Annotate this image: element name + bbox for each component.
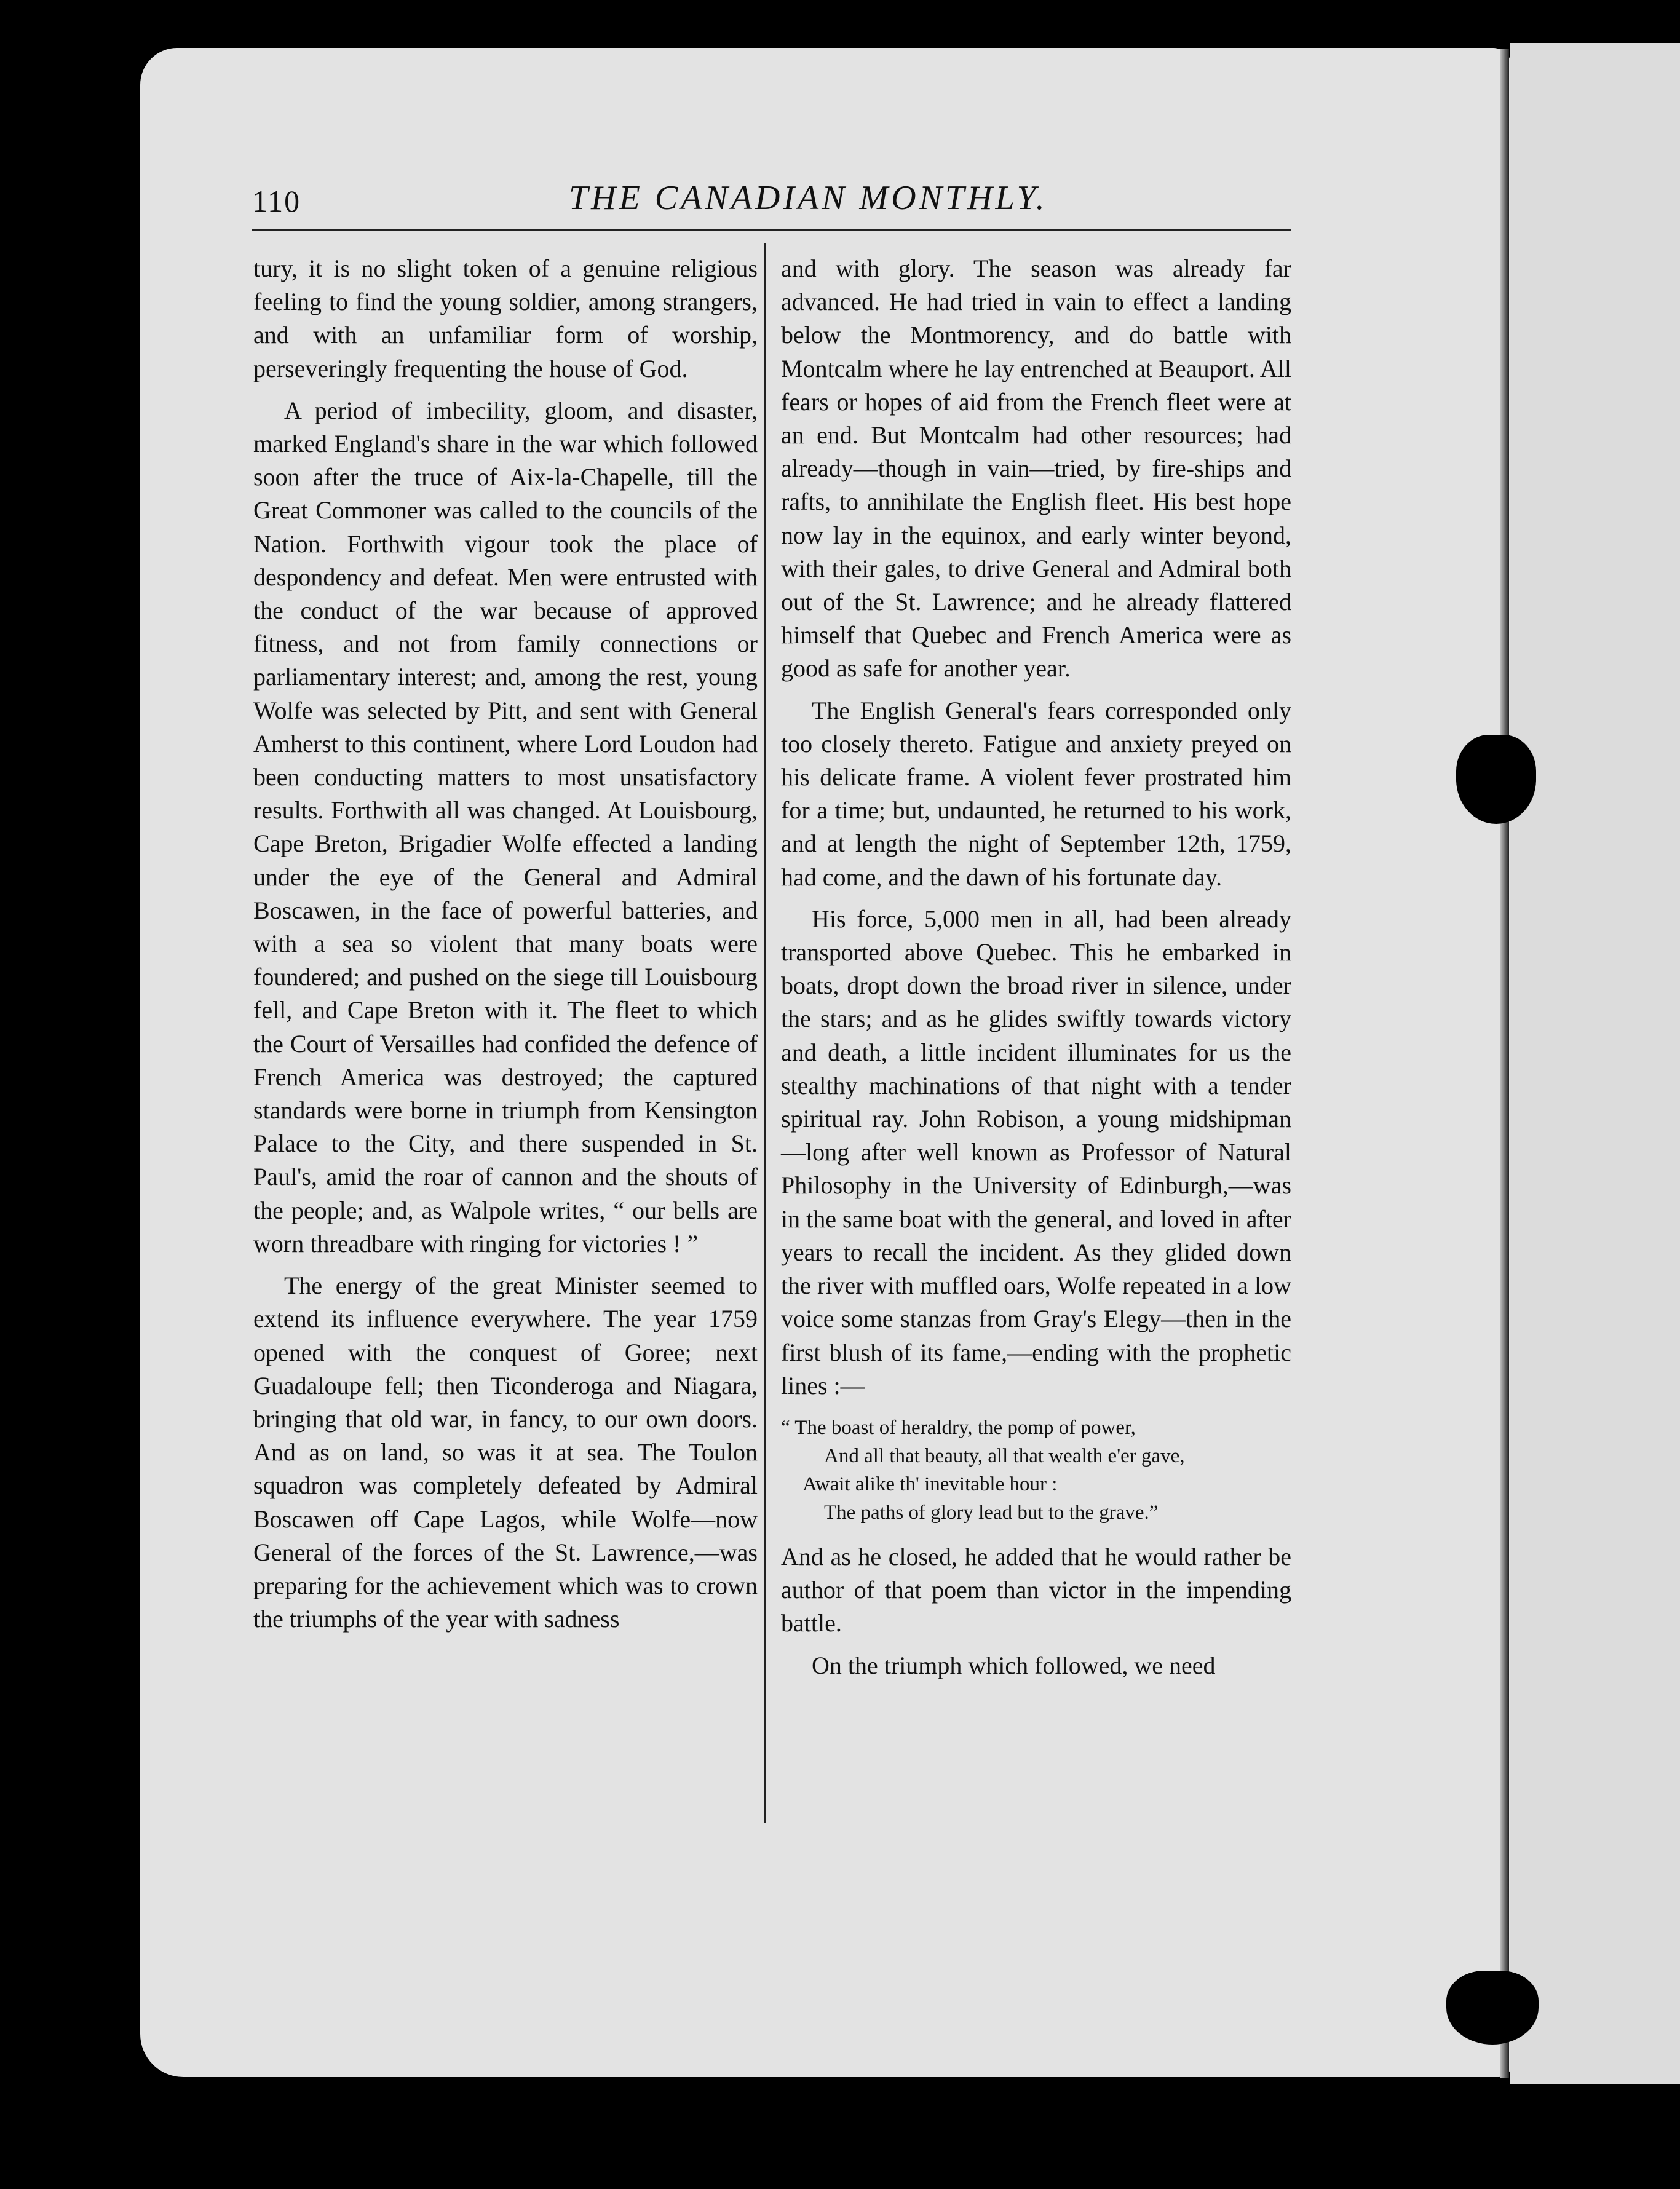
right-column	[781, 252, 1291, 1682]
page-gutter	[1500, 49, 1509, 2078]
facing-page-edge	[1510, 43, 1680, 2084]
paragraph: The English General's fears corresponded only too closely thereto. Fatigue and anxiety preyed on his delicate frame. A violent fever prostrated him for a time; but, undaunted, he returned to his work, and at length the night of September 12th, 1759, had come, and the dawn of his fortunate day.	[781, 696, 1291, 891]
paragraph: On the triumph which followed, we need	[812, 1651, 1216, 1679]
page-number: 110	[252, 184, 301, 218]
header-rule	[252, 229, 1291, 231]
paragraph: And as he closed, he added that he would rather be author of that poem than victor in the impending battle.	[781, 1542, 1291, 1637]
running-header	[252, 177, 1291, 226]
paragraph: His force, 5,000 men in all, had been already transported above Quebec. This he embarked in boats, dropt down the broad river in silence, under the stars; and as he glides swiftly towards victory and death, a little incident illuminates for us the stealthy machinations of that night with a tender spiritual ray. John Robison, a young midshipman —long after well known as Professor of Natural Philosophy in the University of Edinburgh,—was in the same boat with the general, and loved in after years to recall the incident. As they glided down the river with muffled oars, Wolfe repeated in a low voice some stanzas from Gray's Elegy—then in the first blush of its fame,—ending with the prophetic lines :—	[781, 904, 1291, 1399]
paragraph: and with glory. The season was already far advanced. He had tried in vain to effect a landing below the Montmorency, and do battle with Montcalm where he lay entrenched at Beauport. All fears or hopes of aid from the French fleet were at an end. But Montcalm had other resources; had already—though in vain—tried, by fire-ships and rafts, to annihilate the English fleet. His best hope now lay in the equinox, and early winter beyond, with their gales, to drive General and Admiral both out of the St. Lawrence; and he already flattered himself that Quebec and French America were as good as safe for another year.	[781, 255, 1291, 683]
column-divider	[764, 243, 766, 1823]
poem-line: “ The boast of heraldry, the pomp of power,	[781, 1416, 1136, 1439]
left-column	[253, 252, 758, 1636]
paragraph: tury, it is no slight token of a genuine religious feeling to find the young soldier, among strangers, and with an unfamiliar form of worship, perseveringly frequenting the house of God.	[253, 255, 758, 382]
scan-blot-bottom	[1446, 1971, 1539, 2045]
journal-title: THE CANADIAN MONTHLY.	[569, 179, 1048, 217]
paragraph: A period of imbecility, gloom, and disaster, marked England's share in the war which followed soon after the truce of Aix-la-Chapelle, till the Great Commoner was called to the councils of the Nation. Forthwith vigour took the place of despondency and defeat. Men were entrusted with the conduct of the war because of approved fitness, and not from family connections or parliamentary interest; and, among the rest, young Wolfe was selected by Pitt, and sent with General Amherst to this continent, where Lord Loudon had been conducting matters to most unsatisfactory results. Forthwith all was changed. At Louisbourg, Cape Breton, Brigadier Wolfe effected a landing under the eye of the General and Admiral Boscawen, in the face of powerful batteries, and with a sea so violent that many boats were foundered; and pushed on the siege till Louisbourg fell, and Cape Breton with it. The fleet to which the Court of Versailles had confided the defence of French America was destroyed; the captured standards were borne in triumph from Kensington Palace to the City, and there suspended in St. Paul's, amid the roar of cannon and the shouts of the people; and, as Walpole writes, “ our bells are worn threadbare with ringing for victories ! ”	[253, 396, 758, 1257]
paragraph: The energy of the great Minister seemed to extend its influence everywhere. The year 1759 opened with the conquest of Goree; next Guadaloupe fell; then Ticonderoga and Niagara, bringing that old war, in fancy, to our own doors. And as on land, so was it at sea. The Toulon squadron was completely defeated by Admiral Boscawen off Cape Lagos, while Wolfe—now General of the forces of the St. Lawrence,—was preparing for the achievement which was to crown the triumphs of the year with sadness	[253, 1272, 758, 1633]
poem-line: And all that beauty, all that wealth e'er gave,	[824, 1444, 1185, 1467]
scan-blot-top	[1456, 735, 1536, 824]
poem-line: The paths of glory lead but to the grave.”	[824, 1501, 1159, 1524]
poem-line: Await alike th' inevitable hour :	[802, 1473, 1058, 1495]
poem-quote	[781, 1414, 1291, 1527]
